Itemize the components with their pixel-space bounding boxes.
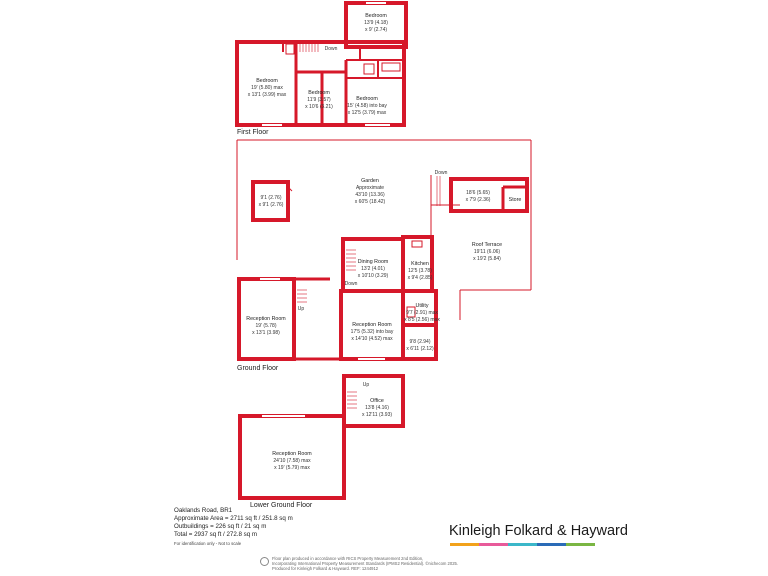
room-name: Store bbox=[508, 197, 522, 203]
floor-label-lower-ground: Lower Ground Floor bbox=[250, 502, 313, 509]
room-dim: x 9'4 (2.85) bbox=[407, 275, 433, 281]
footer-credits bbox=[272, 556, 458, 571]
room-dim: x 9'1 (2.76) bbox=[258, 202, 284, 208]
approximate-area: Approximate Area = 2711 sq ft / 251.8 sq m bbox=[174, 515, 293, 522]
brand-bar-segment bbox=[479, 543, 508, 546]
footer-line: Incorporating International Property Measurement Standards (IPMS2 Residential). ©nichecom 2025. bbox=[272, 561, 459, 566]
room-name: Reception Room bbox=[272, 451, 312, 457]
room-dim: 13'9 (4.18) bbox=[364, 20, 388, 26]
room-name: Bedroom bbox=[256, 78, 278, 84]
room-dim: 19'11 (6.06) bbox=[473, 249, 501, 255]
stair-label: Down bbox=[324, 46, 338, 52]
room-dim: x 7'9 (2.36) bbox=[465, 197, 491, 203]
brand-bar-segment bbox=[508, 543, 537, 546]
room-labels bbox=[246, 13, 521, 471]
room-dim: 15' (4.58) into bay bbox=[347, 103, 387, 109]
total-area: Total = 2937 sq ft / 272.8 sq m bbox=[174, 531, 258, 538]
room-dim: 19' (5.78) bbox=[255, 323, 277, 329]
room-dim: 19' (5.80) max bbox=[251, 85, 283, 91]
room-dim: x 9' (2.74) bbox=[364, 27, 388, 33]
room-name: Bedroom bbox=[308, 90, 330, 96]
room-name: Dining Room bbox=[357, 259, 389, 265]
room-dim: x 19' (5.79) max bbox=[274, 465, 310, 471]
room-dim: 9'8 (2.94) bbox=[409, 339, 431, 345]
stair-label: Up bbox=[362, 382, 370, 388]
room-dim: x 10'6 (3.21) bbox=[305, 104, 333, 110]
room-dim: x 14'10 (4.52) max bbox=[351, 336, 393, 342]
room-dim: 18'6 (5.65) bbox=[466, 190, 490, 196]
room-name: Roof Terrace bbox=[471, 242, 503, 248]
room-dim: x 12'11 (3.93) bbox=[361, 412, 393, 418]
floor-label-ground: Ground Floor bbox=[237, 365, 279, 372]
room-dim: 12'5 (3.78) bbox=[408, 268, 432, 274]
room-dim: 9'1 (2.76) bbox=[260, 195, 282, 201]
brand-bar-segment bbox=[566, 543, 595, 546]
room-name: Garden bbox=[361, 178, 379, 184]
stair-label: Down bbox=[434, 170, 448, 176]
lower-ground-floor bbox=[240, 376, 403, 498]
room-dim: x 13'1 (3.98) bbox=[252, 330, 280, 336]
footer-line: Produced for Kinleigh Folkard & Hayward. REF: 1244912 bbox=[272, 566, 379, 571]
room-dim: 9'7 (2.91) max bbox=[406, 310, 438, 316]
stair-label: Down bbox=[344, 281, 358, 287]
room-name: Reception Room bbox=[352, 322, 392, 328]
room-dim: 13'8 (4.16) bbox=[365, 405, 389, 411]
room-name: Bedroom bbox=[356, 96, 378, 102]
room-dim: x 8'5 (2.56) max bbox=[404, 317, 440, 323]
room-dim: 11'9 (3.57) bbox=[307, 97, 331, 103]
room-dim: x 6'11 (2.12) bbox=[406, 346, 434, 352]
room-dim: Approximate bbox=[355, 185, 385, 191]
room-dim: x 19'2 (5.84) bbox=[473, 256, 501, 262]
room-dim: 17'5 (5.32) into bay bbox=[350, 329, 394, 335]
floor-label-first: First Floor bbox=[237, 129, 269, 136]
room-dim: x 60'5 (18.42) bbox=[354, 199, 386, 205]
ground-floor bbox=[239, 237, 436, 359]
room-dim: 43'10 (13.36) bbox=[355, 192, 385, 198]
identification-note: For identification only - Not to scale bbox=[174, 541, 242, 546]
room-dim: x 10'10 (3.29) bbox=[357, 273, 389, 279]
room-name: Office bbox=[370, 398, 384, 404]
stair-label: Up bbox=[297, 306, 305, 312]
room-dim: x 12'5 (3.79) max bbox=[347, 110, 387, 116]
room-dim: x 13'1 (3.99) max bbox=[247, 92, 287, 98]
brand-bar-segment bbox=[537, 543, 566, 546]
room-dim: 24'10 (7.58) max bbox=[273, 458, 311, 464]
footer-line: Floor plan produced in accordance with RICS Property Measurement 2nd Edition, bbox=[272, 556, 424, 561]
room-name: Utility bbox=[415, 303, 429, 309]
room-dim: 13'2 (4.01) bbox=[361, 266, 385, 272]
nichecom-logo-icon bbox=[260, 557, 269, 566]
address: Oaklands Road, BR1 bbox=[174, 507, 233, 514]
room-name: Reception Room bbox=[246, 316, 286, 322]
room-name: Bedroom bbox=[365, 13, 387, 19]
brand-color-bar bbox=[450, 543, 595, 546]
outbuildings-area: Outbuildings = 226 sq ft / 21 sq m bbox=[174, 523, 267, 530]
room-name: Kitchen bbox=[411, 261, 429, 267]
outbuilding-small bbox=[253, 182, 292, 220]
property-info bbox=[174, 507, 293, 548]
brand-bar-segment bbox=[450, 543, 479, 546]
brand-logo: Kinleigh Folkard & Hayward bbox=[449, 523, 628, 539]
